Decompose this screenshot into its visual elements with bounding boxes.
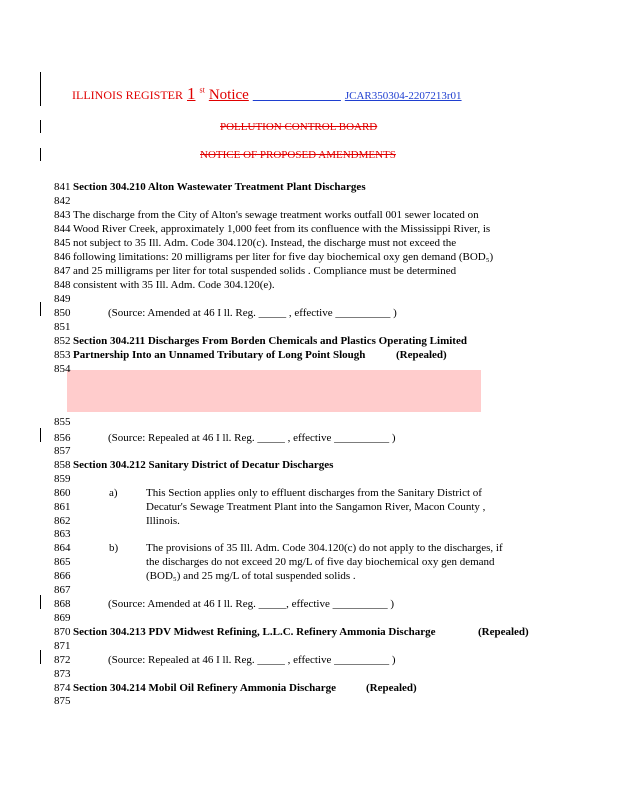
line-number: 861 <box>54 501 71 513</box>
line-number: 860 <box>54 487 71 499</box>
line-number: 850 <box>54 307 71 319</box>
line-number: 856 <box>54 432 71 444</box>
register-header: ILLINOIS REGISTER 1 $^{st}$ Notice ________________ JCAR350304-2207213r01 <box>72 84 462 103</box>
line-number: 851 <box>54 321 71 333</box>
line-number: 846 <box>54 251 71 263</box>
register-number: 1 <box>187 84 196 103</box>
agency-name: POLLUTION CONTROL BOARD <box>220 121 378 133</box>
highlight-box <box>67 370 481 412</box>
document-line: (Source: Amended at 46 I ll. Reg. _____, effective __________ ) <box>108 598 395 610</box>
change-bar <box>40 120 41 133</box>
change-bar <box>40 302 41 316</box>
document-line: Section 304.212 Sanitary District of Decatur Discharges <box>73 459 334 471</box>
line-number: 843 <box>54 209 71 221</box>
notice-title: NOTICE OF PROPOSED AMENDMENTS <box>200 149 396 161</box>
line-number: 857 <box>54 445 71 457</box>
repealed-tag: (Repealed) <box>478 626 529 638</box>
line-number: 870 <box>54 626 71 638</box>
line-number: 855 <box>54 416 71 428</box>
line-number: 874 <box>54 682 71 694</box>
document-line: The provisions of 35 Ill. Adm. Code 304.120(c) do not apply to the discharges, if <box>146 542 503 554</box>
jcar-code: JCAR350304-2207213r01 <box>344 90 462 102</box>
document-line: The discharge from the City of Alton's sewage treatment works outfall 001 sewer located on <box>73 209 479 221</box>
line-number: 844 <box>54 223 71 235</box>
line-number: 868 <box>54 598 71 610</box>
line-number: 875 <box>54 695 71 707</box>
line-number: 872 <box>54 654 71 666</box>
document-line: (Source: Repealed at 46 I ll. Reg. _____ , effective __________ ) <box>108 432 396 444</box>
line-number: 867 <box>54 584 71 596</box>
document-line: (Source: Repealed at 46 I ll. Reg. _____ , effective __________ ) <box>108 654 396 666</box>
document-line: Wood River Creek, approximately 1,000 feet from its confluence with the Mississippi River, is <box>73 223 491 235</box>
repealed-tag: (Repealed) <box>396 349 447 361</box>
document-line: Partnership Into an Unnamed Tributary of Long Point Slough <box>73 349 366 361</box>
line-number: 858 <box>54 459 71 471</box>
line-number: 869 <box>54 612 71 624</box>
change-bar <box>40 72 41 106</box>
document-line: following limitations: 20 milligrams per liter for five day biochemical oxy gen demand (BOD₅) <box>73 251 494 263</box>
list-marker-b: b) <box>109 542 119 554</box>
line-number: 848 <box>54 279 71 291</box>
line-number: 859 <box>54 473 71 485</box>
document-line: Section 304.211 Discharges From Borden Chemicals and Plastics Operating Limited <box>73 335 467 347</box>
change-bar <box>40 428 41 442</box>
line-number: 845 <box>54 237 71 249</box>
line-number: 852 <box>54 335 71 347</box>
list-marker-a: a) <box>109 487 118 499</box>
line-number: 864 <box>54 542 71 554</box>
change-bar <box>40 595 41 609</box>
document-line: consistent with 35 Ill. Adm. Code 304.120(e). <box>73 279 275 291</box>
repealed-tag: (Repealed) <box>366 682 417 694</box>
document-line: and 25 milligrams per liter for total suspended solids . Compliance must be determined <box>73 265 457 277</box>
document-line: Section 304.210 Alton Wastewater Treatment Plant Discharges <box>73 181 366 193</box>
line-number: 842 <box>54 195 71 207</box>
line-number: 862 <box>54 515 71 527</box>
change-bar <box>40 650 41 664</box>
line-number: 866 <box>54 570 71 582</box>
document-line: Section 304.214 Mobil Oil Refinery Ammonia Discharge <box>73 682 337 694</box>
line-number: 871 <box>54 640 71 652</box>
line-number: 849 <box>54 293 71 305</box>
line-number: 865 <box>54 556 71 568</box>
header-filler: ________________ <box>252 90 341 102</box>
document-line: Illinois. <box>146 515 180 527</box>
register-title: ILLINOIS REGISTER <box>72 88 183 102</box>
line-number: 854 <box>54 363 71 375</box>
line-number: 841 <box>54 181 71 193</box>
line-number: 873 <box>54 668 71 680</box>
line-number: 853 <box>54 349 71 361</box>
document-line: (Source: Amended at 46 I ll. Reg. _____ , effective __________ ) <box>108 307 397 319</box>
document-line: (BOD₅) and 25 mg/L of total suspended solids . <box>146 570 356 582</box>
line-number: 847 <box>54 265 71 277</box>
document-line: the discharges do not exceed 20 mg/L of five day biochemical oxy gen demand <box>146 556 495 568</box>
document-line: not subject to 35 Ill. Adm. Code 304.120(c). Instead, the discharge must not exceed the <box>73 237 457 249</box>
document-line: Section 304.213 PDV Midwest Refining, L.L.C. Refinery Ammonia Discharge <box>73 626 436 638</box>
document-line: This Section applies only to effluent discharges from the Sanitary District of <box>146 487 482 499</box>
document-line: Decatur's Sewage Treatment Plant into the Sangamon River, Macon County , <box>146 501 486 513</box>
line-number: 863 <box>54 528 71 540</box>
change-bar <box>40 148 41 161</box>
notice-label: Notice <box>208 87 249 103</box>
